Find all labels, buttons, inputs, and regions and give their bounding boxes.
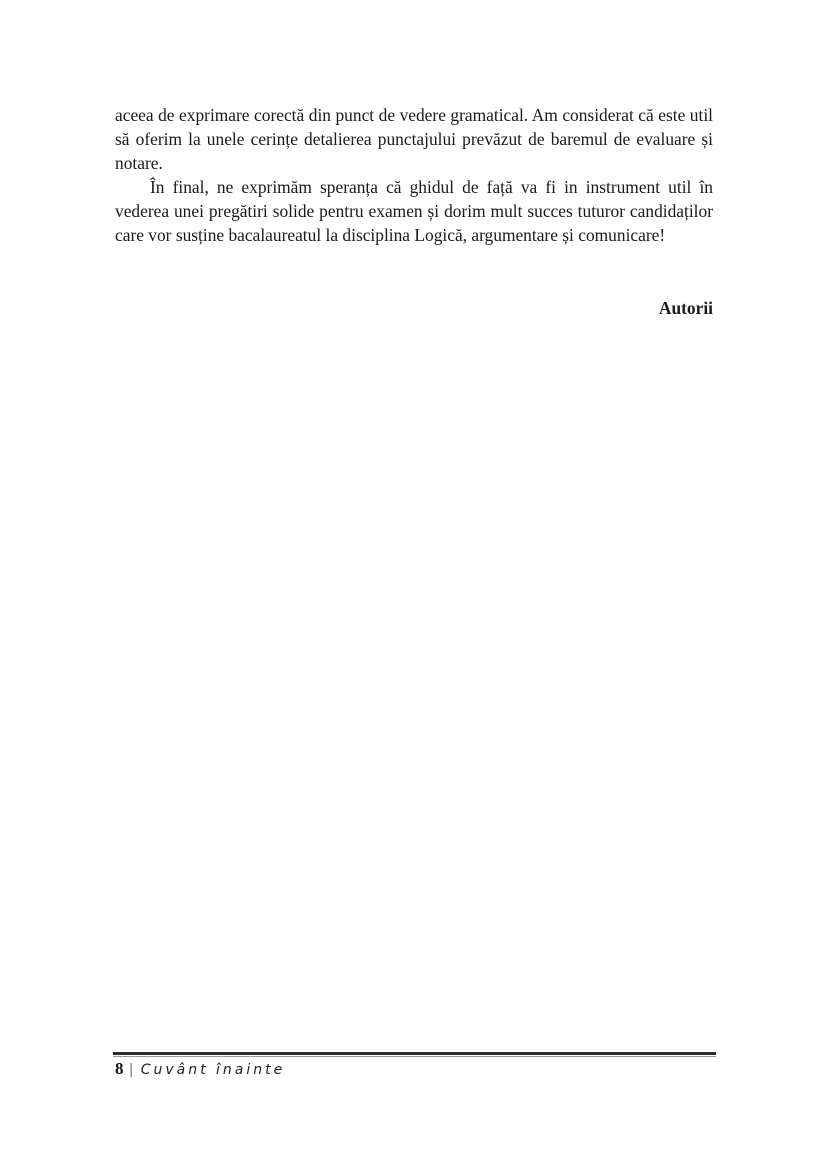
paragraph-closing: În final, ne exprimăm speranța că ghidul de față va fi in instrument util în vederea unei pregătiri solide pentru examen și dorim mult succes tuturor candidaților care vor susține bacalaureatul la disciplina Logică, argumentare și comunicare! [115, 177, 713, 245]
footer-divider [113, 1052, 716, 1055]
page-body-text [115, 103, 713, 247]
footer-divider-thin [113, 1056, 716, 1057]
page-footer [115, 1058, 285, 1081]
section-title: Cuvânt înainte [140, 1062, 286, 1078]
signature-authors: Autorii [658, 298, 713, 318]
paragraph-continuation: aceea de exprimare corectă din punct de vedere gramatical. Am considerat că este util să oferim la unele cerințe detalierea punctajului prevăzut de baremul de evaluare și notare. [115, 105, 713, 173]
footer-separator: | [129, 1061, 133, 1078]
page-number: 8 [115, 1059, 124, 1078]
